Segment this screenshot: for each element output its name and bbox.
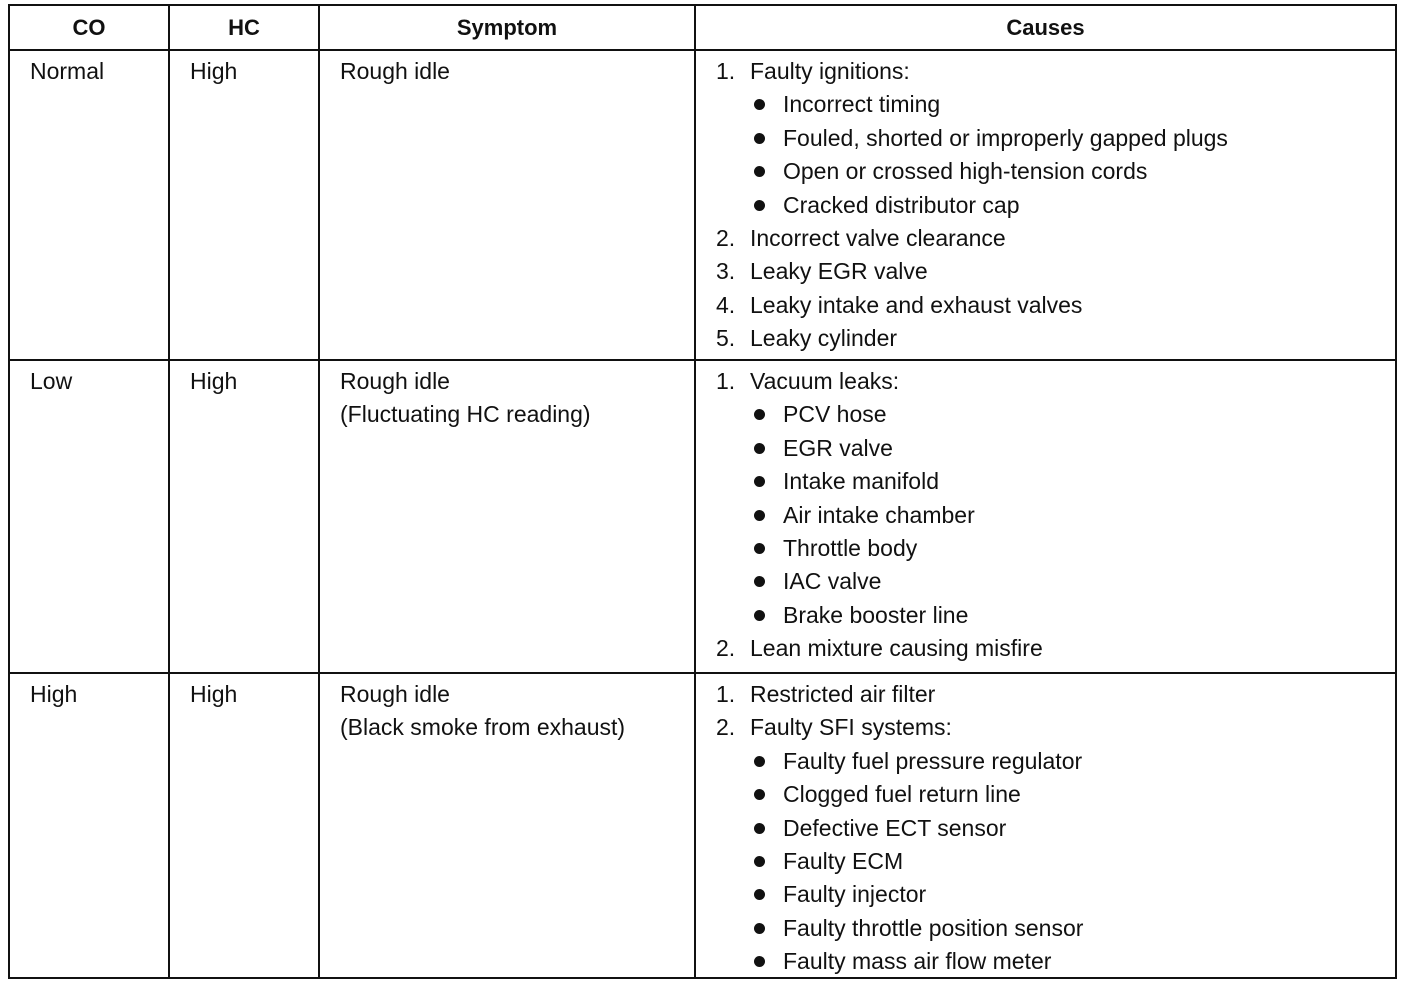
cause-bullet-item	[696, 122, 1393, 155]
symptom-cell	[340, 55, 692, 88]
bullet-icon	[754, 823, 765, 834]
cause-text: Brake booster line	[783, 601, 969, 628]
symptom-line: Rough idle	[340, 368, 450, 394]
item-number: 1.	[716, 681, 736, 707]
bullet-icon	[754, 443, 765, 454]
symptom-cell	[340, 365, 692, 432]
bullet-icon	[754, 610, 765, 621]
header-symptom: Symptom	[456, 15, 558, 40]
bullet-icon	[754, 166, 765, 177]
cause-text: Throttle body	[783, 535, 918, 562]
cause-text: Faulty injector	[783, 881, 927, 908]
cause-text: Faulty ECM	[783, 848, 904, 875]
cause-text: Cracked distributor cap	[783, 191, 1020, 218]
cause-bullet-item	[696, 565, 1393, 598]
header-co: CO	[72, 15, 106, 40]
cause-text: IAC valve	[783, 568, 882, 595]
item-number: 5.	[716, 325, 736, 352]
cause-numbered-item	[696, 711, 1393, 744]
bullet-icon	[754, 543, 765, 554]
cause-text: Faulty throttle position sensor	[783, 914, 1084, 941]
bullet-icon	[754, 133, 765, 144]
cause-text: Restricted air filter	[750, 681, 936, 707]
cause-numbered-item	[696, 322, 1393, 355]
causes-cell	[696, 678, 1393, 979]
cause-bullet-item	[696, 745, 1393, 778]
cause-text: Intake manifold	[783, 468, 939, 495]
bullet-icon	[754, 756, 765, 767]
co-value: Normal	[30, 58, 105, 84]
cause-bullet-item	[696, 845, 1393, 878]
cause-text: Defective ECT sensor	[783, 814, 1007, 841]
table-row	[10, 672, 1395, 979]
symptom-cell	[340, 678, 692, 745]
cause-text: EGR valve	[783, 434, 893, 461]
item-number: 2.	[716, 225, 736, 252]
cause-text: Leaky intake and exhaust valves	[750, 291, 1083, 318]
bullet-icon	[754, 889, 765, 900]
cause-text: Leaky EGR valve	[750, 258, 928, 285]
cause-text: Faulty ignitions:	[750, 58, 910, 84]
bullet-icon	[754, 576, 765, 587]
hc-value: High	[190, 58, 238, 84]
cause-bullet-item	[696, 532, 1393, 565]
bullet-icon	[754, 510, 765, 521]
cause-text: Faulty mass air flow meter	[783, 948, 1052, 975]
cause-bullet-item	[696, 499, 1393, 532]
item-number: 1.	[716, 58, 736, 84]
cause-text: Fouled, shorted or improperly gapped plugs	[783, 124, 1228, 151]
cause-numbered-item	[696, 632, 1393, 665]
bullet-icon	[754, 789, 765, 800]
hc-value: High	[190, 368, 238, 394]
bullet-icon	[754, 476, 765, 487]
bullet-icon	[754, 856, 765, 867]
cause-text: Faulty SFI systems:	[750, 714, 952, 741]
cause-numbered-item	[696, 289, 1393, 322]
cause-text: PCV hose	[783, 401, 887, 428]
cause-bullet-item	[696, 88, 1393, 121]
cause-text: Incorrect timing	[783, 91, 941, 118]
header-hc: HC	[228, 15, 260, 40]
item-number: 4.	[716, 291, 736, 318]
cause-text: Faulty fuel pressure regulator	[783, 747, 1083, 774]
cause-numbered-item	[696, 365, 1393, 398]
hc-value: High	[190, 681, 238, 707]
cause-bullet-item	[696, 778, 1393, 811]
symptom-line: Rough idle	[340, 681, 450, 707]
causes-cell	[696, 365, 1393, 666]
co-value: High	[30, 681, 78, 707]
cause-bullet-item	[696, 155, 1393, 188]
cause-text: Leaky cylinder	[750, 325, 898, 352]
cause-numbered-item	[696, 55, 1393, 88]
diagnosis-table	[8, 4, 1397, 979]
cause-bullet-item	[696, 398, 1393, 431]
symptom-line: Rough idle	[340, 58, 450, 84]
cause-bullet-item	[696, 599, 1393, 632]
bullet-icon	[754, 99, 765, 110]
symptom-line: (Black smoke from exhaust)	[340, 714, 626, 741]
cause-bullet-item	[696, 432, 1393, 465]
header-row	[10, 6, 1395, 51]
cause-text: Open or crossed high-tension cords	[783, 158, 1148, 185]
header-causes: Causes	[1006, 15, 1085, 40]
cause-bullet-item	[696, 945, 1393, 978]
cause-numbered-item	[696, 678, 1393, 711]
bullet-icon	[754, 923, 765, 934]
bullet-icon	[754, 200, 765, 211]
causes-cell	[696, 55, 1393, 356]
cause-numbered-item	[696, 222, 1393, 255]
cause-bullet-item	[696, 878, 1393, 911]
cause-bullet-item	[696, 465, 1393, 498]
cause-text: Vacuum leaks:	[750, 368, 900, 394]
cause-text: Air intake chamber	[783, 501, 975, 528]
co-value: Low	[30, 368, 73, 394]
cause-bullet-item	[696, 812, 1393, 845]
cause-numbered-item	[696, 255, 1393, 288]
cause-text: Lean mixture causing misfire	[750, 635, 1043, 662]
cause-bullet-item	[696, 189, 1393, 222]
symptom-line: (Fluctuating HC reading)	[340, 401, 591, 428]
cause-text: Incorrect valve clearance	[750, 225, 1006, 252]
item-number: 1.	[716, 368, 736, 394]
bullet-icon	[754, 956, 765, 967]
cause-text: Clogged fuel return line	[783, 781, 1021, 808]
cause-bullet-item	[696, 912, 1393, 945]
item-number: 3.	[716, 258, 736, 285]
bullet-icon	[754, 409, 765, 420]
table-row	[10, 359, 1395, 674]
item-number: 2.	[716, 635, 736, 662]
item-number: 2.	[716, 714, 736, 741]
table-row	[10, 49, 1395, 361]
